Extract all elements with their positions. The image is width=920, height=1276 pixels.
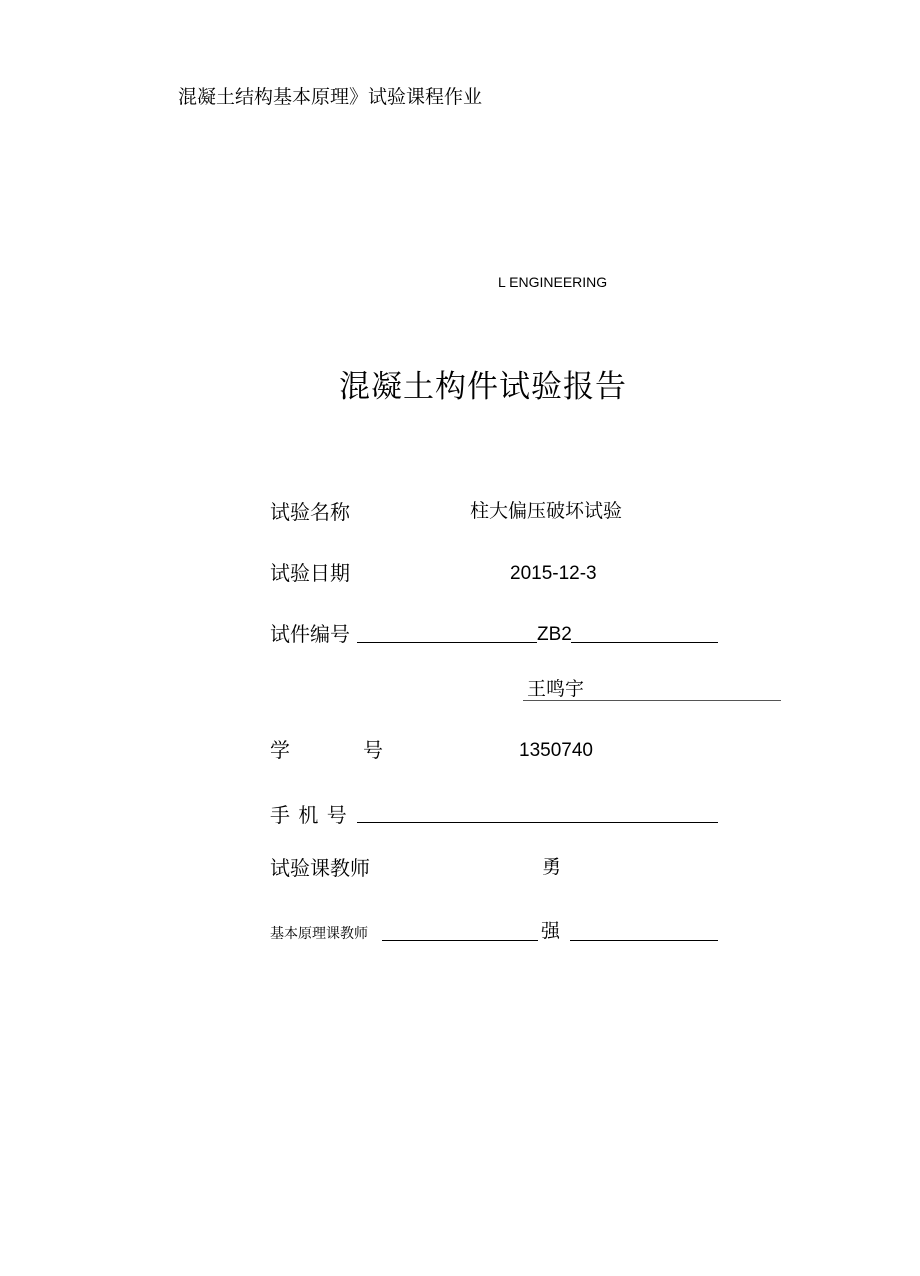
lab-teacher-value: 勇 bbox=[542, 856, 562, 878]
student-id-label-second: 号 bbox=[363, 738, 383, 762]
specimen-no-underline-right bbox=[571, 642, 718, 643]
test-name-label: 试验名称 bbox=[270, 500, 350, 524]
student-name-value: 王鸣宇 bbox=[527, 678, 585, 700]
course-header: 混凝土结构基本原理》试验课程作业 bbox=[178, 86, 483, 108]
student-name-underline bbox=[523, 700, 781, 701]
lab-teacher-label: 试验课教师 bbox=[270, 856, 370, 880]
theory-teacher-value: 强 bbox=[541, 920, 561, 942]
specimen-no-value: ZB2 bbox=[537, 624, 572, 645]
theory-teacher-label: 基本原理课教师 bbox=[270, 926, 368, 942]
theory-teacher-underline-right bbox=[570, 940, 718, 941]
theory-teacher-underline-left bbox=[382, 940, 538, 941]
test-date-label: 试验日期 bbox=[270, 561, 350, 585]
student-id-label-first: 学 bbox=[270, 738, 290, 762]
test-date-value: 2015-12-3 bbox=[510, 563, 597, 584]
phone-underline bbox=[357, 822, 718, 823]
specimen-no-underline-left bbox=[357, 642, 537, 643]
specimen-no-label: 试件编号 bbox=[270, 622, 350, 646]
student-id-value: 1350740 bbox=[519, 740, 593, 761]
phone-label: 手 机 号 bbox=[270, 803, 347, 827]
test-name-value: 柱大偏压破坏试验 bbox=[470, 500, 623, 522]
department-subtitle: L ENGINEERING bbox=[498, 274, 608, 290]
report-title: 混凝土构件试验报告 bbox=[339, 369, 627, 405]
